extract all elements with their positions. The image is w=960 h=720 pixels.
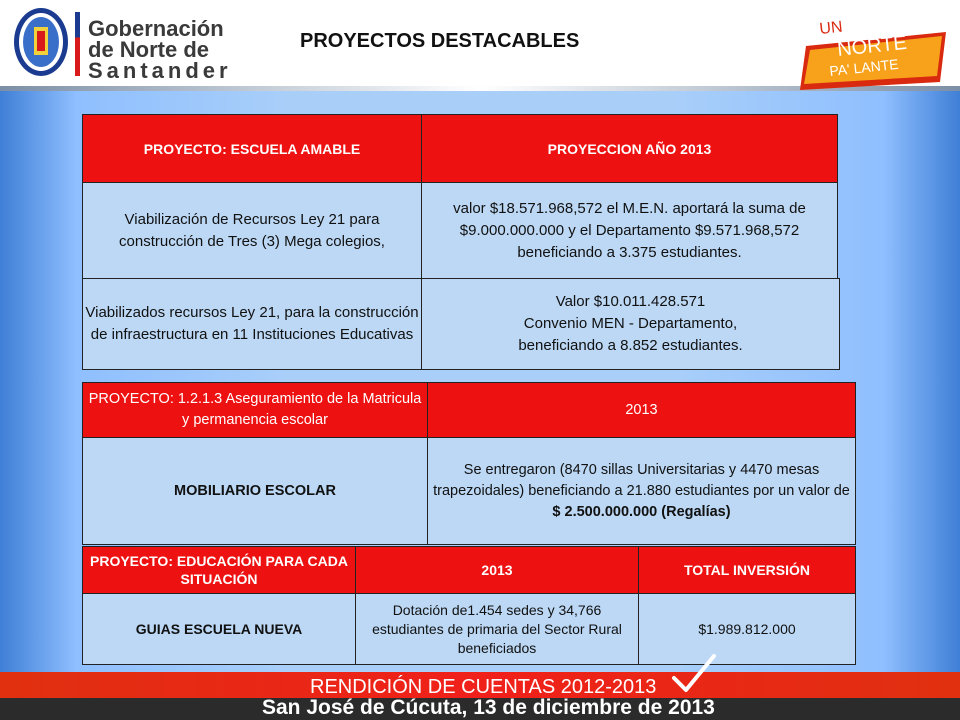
proyeccion-header: PROYECCION AÑO 2013 <box>422 115 838 183</box>
infraestructura-value-line-3: beneficiando a 8.852 estudiantes. <box>518 337 743 354</box>
mobiliario-amount: $ 2.500.000.000 (Regalías) <box>552 503 731 520</box>
megacolegios-description: Viabilización de Recursos Ley 21 para construcción de Tres (3) Mega colegios, <box>83 183 422 280</box>
slogan-line-2: NORTE <box>836 31 908 61</box>
matricula-header: PROYECTO: 1.2.1.3 Aseguramiento de la Matricula y permanencia escolar <box>83 383 428 438</box>
infraestructura-value-line-2: Convenio MEN - Departamento, <box>523 315 738 332</box>
mobiliario-label: MOBILIARIO ESCOLAR <box>83 438 428 545</box>
infraestructura-table <box>82 278 840 370</box>
mobiliario-description <box>428 438 856 545</box>
matricula-year-header: 2013 <box>428 383 856 438</box>
page-title: PROYECTOS DESTACABLES <box>300 30 580 52</box>
educacion-situacion-table <box>82 546 856 665</box>
guias-label: GUIAS ESCUELA NUEVA <box>83 594 356 665</box>
footer-place-date: San José de Cúcuta, 13 de diciembre de 2013 <box>262 696 715 719</box>
slogan-line-3: PA' LANTE <box>828 55 900 79</box>
mobiliario-text: Se entregaron (8470 sillas Universitarias y 4470 mesas trapezoidales) beneficiando a 21.880 estudiantes por un valor de <box>433 461 850 499</box>
slogan-logo <box>800 18 950 92</box>
escuela-amable-header: PROYECTO: ESCUELA AMABLE <box>83 115 422 183</box>
infraestructura-description: Viabilizados recursos Ley 21, para la construcción de infraestructura en 11 Instituciones Educativas <box>83 279 422 370</box>
total-inversion-header: TOTAL INVERSIÓN <box>639 547 856 594</box>
infraestructura-value-line-1: Valor $10.011.428.571 <box>555 293 706 310</box>
government-logo <box>88 18 232 81</box>
logo-bar <box>75 12 80 76</box>
megacolegios-value: valor $18.571.968,572 el M.E.N. aportará la suma de $9.000.000.000 y el Departamento $9.571.968,572 beneficiando a 3.375 estudiantes. <box>422 183 838 280</box>
seal-icon <box>12 5 70 79</box>
educacion-header: PROYECTO: EDUCACIÓN PARA CADA SITUACIÓN <box>83 547 356 594</box>
guias-description: Dotación de1.454 sedes y 34,766 estudiantes de primaria del Sector Rural beneficiados <box>356 594 639 665</box>
logo-line-3: Santander <box>88 58 232 83</box>
logo-line-2: de Norte de <box>88 37 210 62</box>
slogan-line-1: UN <box>818 18 844 38</box>
escuela-amable-table <box>82 114 838 280</box>
guias-total: $1.989.812.000 <box>639 594 856 665</box>
matricula-table <box>82 382 856 545</box>
logo-line-1: Gobernación <box>88 16 224 41</box>
infraestructura-value <box>422 279 840 370</box>
checkmark-icon <box>668 652 718 696</box>
footer-report-title: RENDICIÓN DE CUENTAS 2012-2013 <box>310 676 657 698</box>
educacion-year-header: 2013 <box>356 547 639 594</box>
